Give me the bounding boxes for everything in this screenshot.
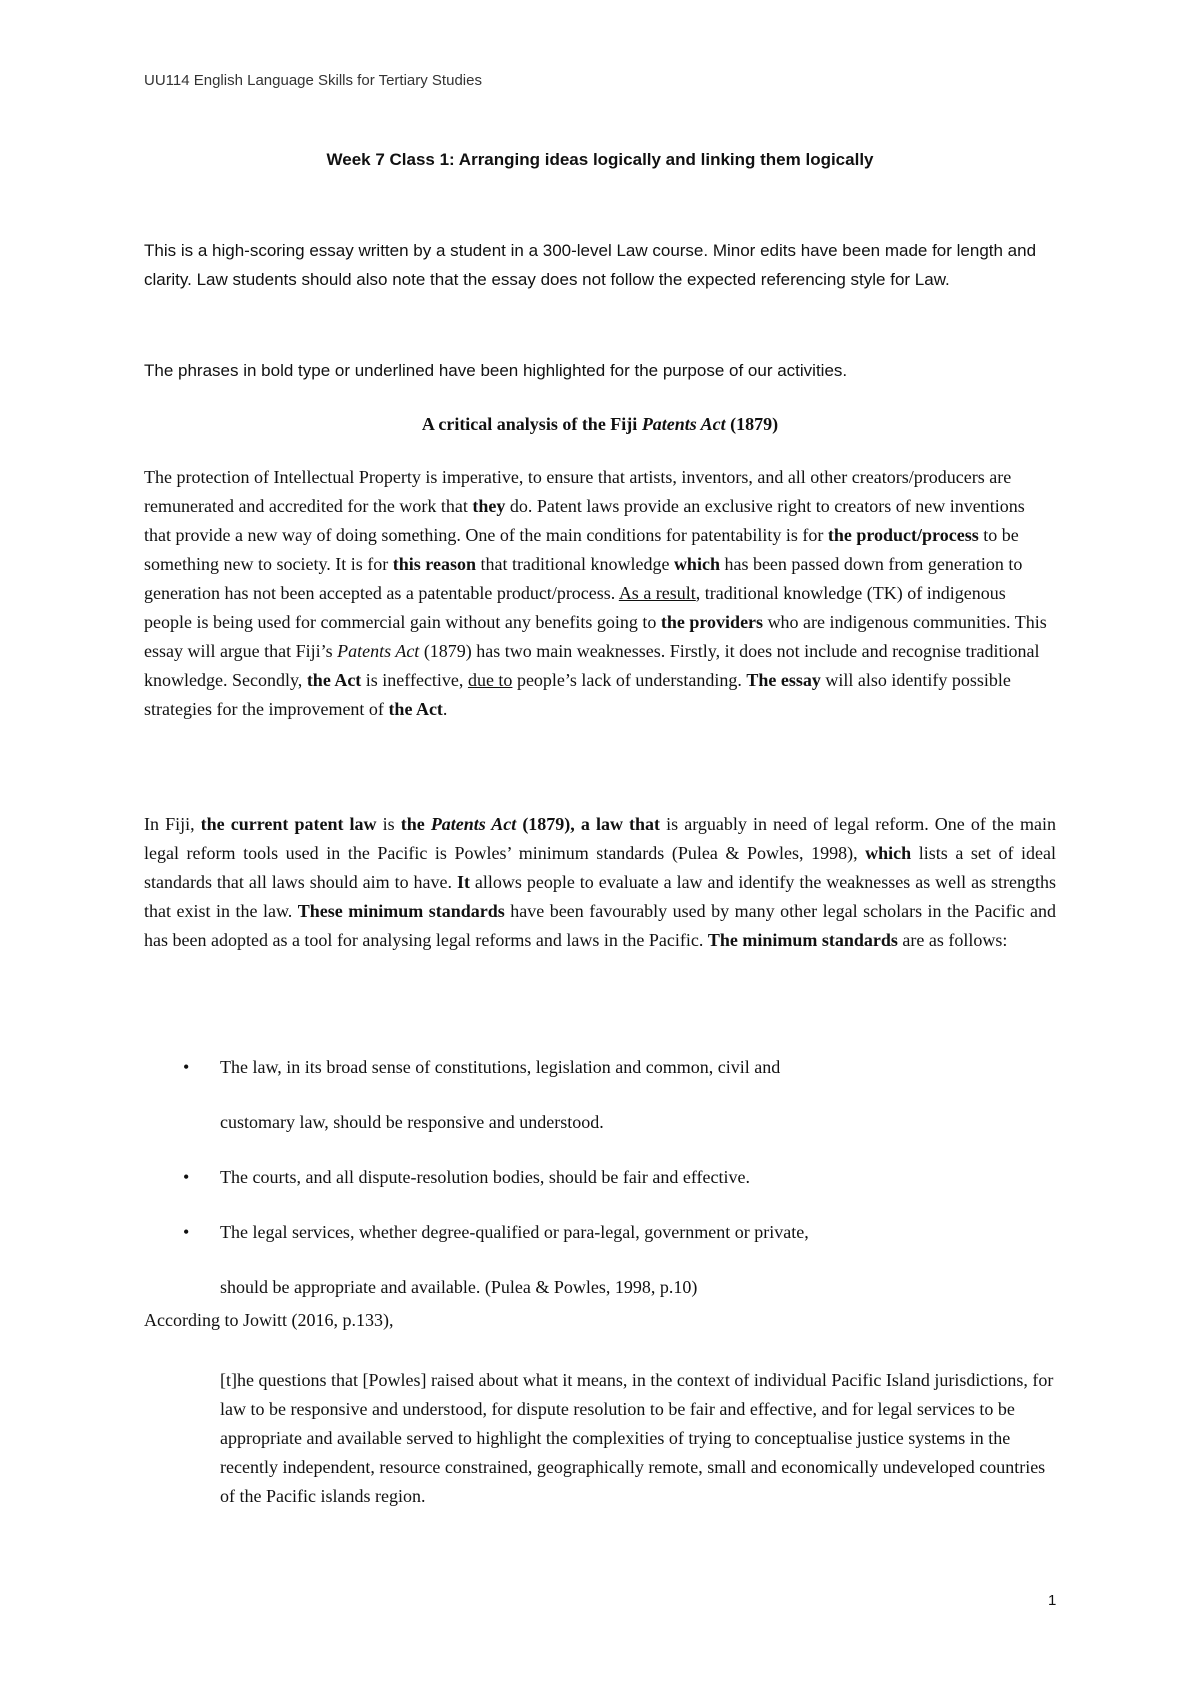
- bold-phrase: which: [673, 554, 720, 574]
- block-quote: [t]he questions that [Powles] raised about what it means, in the context of individual Pacific Island jurisdictions, for law to be responsive and understood, for dispute resolution to be fair and effective, and for legal services to be appropriate and available served to highlight the complexities of trying to conceptualise justice systems in the recently independent, resource constrained, geographically remote, small and economically undeveloped countries of the Pacific islands region.: [220, 1370, 1054, 1506]
- bold-phrase: the Act: [388, 699, 443, 719]
- quote-intro: According to Jowitt (2016, p.133),: [144, 1310, 394, 1330]
- text-run: In Fiji,: [144, 814, 201, 834]
- text-run: have been favourably used by many other legal scholars in the Pacific and has been adopted as a tool for analysing legal reforms and laws in the Pacific.: [144, 901, 1056, 950]
- bold-phrase: they: [472, 496, 506, 516]
- text-run: do. Patent laws provide an exclusive right to creators of new inventions that provide a new way of doing something. One of the main conditions for patentability is for: [144, 496, 1025, 545]
- list-item-line: should be appropriate and available. (Pulea & Powles, 1998, p.10): [220, 1277, 698, 1297]
- underlined-phrase: due to: [467, 670, 513, 690]
- essay-paragraph-1: [144, 463, 1056, 724]
- italic-phrase: Patents Act: [337, 641, 420, 661]
- text-run: (1879) has two main weaknesses. Firstly, it does not include and recognise traditional knowledge. Secondly,: [144, 641, 1040, 690]
- bold-phrase: the current patent law: [200, 814, 377, 834]
- text-run: lists a set of ideal standards that all laws should aim to have.: [144, 843, 1056, 892]
- bold-italic-phrase: Patents Act: [430, 814, 517, 834]
- text-run: are as follows:: [897, 930, 1008, 950]
- text-run: is ineffective,: [361, 670, 468, 690]
- page-title: Week 7 Class 1: Arranging ideas logically and linking them logically: [326, 150, 874, 169]
- text-run: to be something new to society. It is for: [144, 525, 1019, 574]
- text-run: who are indigenous communities. This essay will argue that Fiji’s: [144, 612, 1047, 661]
- bold-phrase: It: [456, 872, 470, 892]
- bold-phrase: (1879), a law that: [516, 814, 661, 834]
- bold-phrase: the Act: [306, 670, 362, 690]
- list-item-line: The law, in its broad sense of constitutions, legislation and common, civil and: [220, 1057, 781, 1077]
- list-item-line: customary law, should be responsive and understood.: [220, 1112, 604, 1132]
- bold-phrase: The minimum standards: [707, 930, 898, 950]
- text-run: people’s lack of understanding.: [512, 670, 747, 690]
- essay-title-text: A critical analysis of the Fiji: [421, 414, 642, 434]
- running-header: UU114 English Language Skills for Tertiary Studies: [144, 72, 482, 89]
- bullet-icon: •: [183, 1222, 190, 1242]
- list-item-line: The legal services, whether degree-qualified or para-legal, government or private,: [220, 1222, 809, 1242]
- list-item: [144, 1205, 1056, 1315]
- list-item-line: The courts, and all dispute-resolution bodies, should be fair and effective.: [220, 1167, 751, 1187]
- bold-phrase: These minimum standards: [297, 901, 505, 921]
- list-item: [144, 1150, 1056, 1205]
- intro-paragraph: This is a high-scoring essay written by a student in a 300-level Law course. Minor edits have been made for length and clarity. Law students should also note that the essay does not follow the expected referencing style for Law.: [144, 241, 1037, 289]
- text-run: is arguably in need of legal reform. One of the main legal reform tools used in the Pacific is Powles’ minimum standards (Pulea & Powles, 1998),: [144, 814, 1056, 863]
- list-item: [144, 1040, 1056, 1150]
- text-run: .: [442, 699, 448, 719]
- standards-list: [144, 1040, 1056, 1315]
- bullet-icon: •: [183, 1167, 190, 1187]
- essay-title-italic: Patents Act: [641, 414, 726, 434]
- bold-phrase: which: [865, 843, 912, 863]
- text-run: that traditional knowledge: [475, 554, 674, 574]
- bold-phrase: the: [400, 814, 431, 834]
- bullet-icon: •: [183, 1057, 190, 1077]
- text-run: is: [376, 814, 401, 834]
- text-run: has been passed down from generation to generation has not been accepted as a patentable product/process.: [144, 554, 1023, 603]
- text-run: allows people to evaluate a law and identify the weaknesses as well as strengths that exist in the law.: [144, 872, 1057, 921]
- essay-title-year: (1879): [725, 414, 779, 434]
- text-run: , traditional knowledge (TK) of indigenous people is being used for commercial gain without any benefits going to: [144, 583, 1006, 632]
- bold-phrase: The essay: [746, 670, 821, 690]
- bold-phrase: this reason: [392, 554, 476, 574]
- essay-title: [144, 414, 1056, 435]
- underlined-phrase: As a result: [618, 583, 696, 603]
- essay-paragraph-2: [144, 810, 1056, 955]
- bold-phrase: the providers: [660, 612, 764, 632]
- text-run: will also identify possible strategies for the improvement of: [144, 670, 1011, 719]
- intro-note: The phrases in bold type or underlined have been highlighted for the purpose of our activities.: [144, 361, 848, 380]
- bold-phrase: the product/process: [827, 525, 979, 545]
- text-run: The protection of Intellectual Property is imperative, to ensure that artists, inventors, and all other creators/producers are remunerated and accredited for the work that: [144, 467, 1012, 516]
- page-number: 1: [1048, 1592, 1057, 1609]
